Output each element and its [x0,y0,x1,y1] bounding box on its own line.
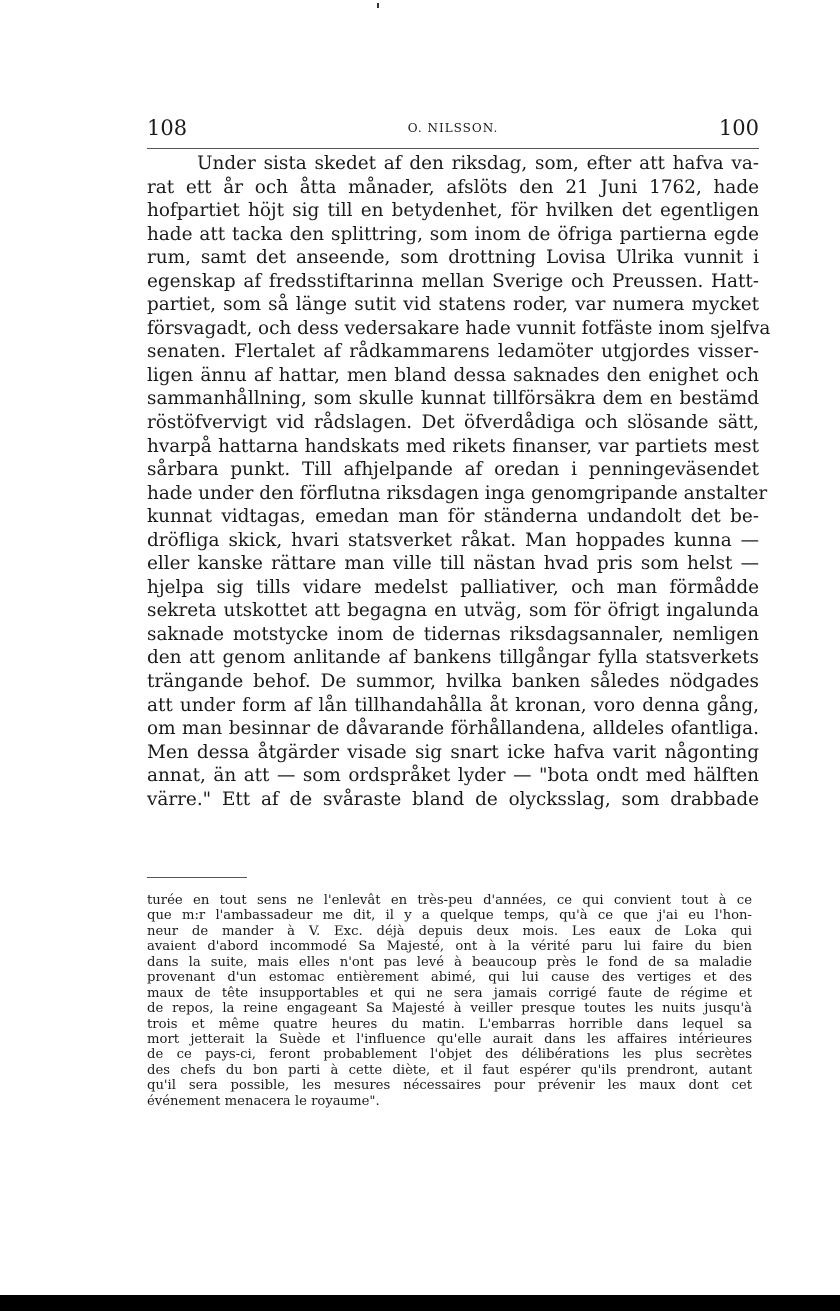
page-number-right: 100 [718,116,759,140]
body-line: sårbara punkt. Till afhjelpande af oredan i penningeväsendet [147,459,759,481]
body-line: hjelpa sig tills vidare medelst palliativer, och man förmådde [147,576,759,598]
footnote-line: neur de mander à V. Exc. déjà depuis deux mois. Les eaux de Loka qui [147,923,752,939]
footnote-line: événement menacera le royaume". [147,1093,380,1109]
body-text [147,152,771,811]
body-line: Men dessa åtgärder visade sig snart icke hafva varit någonting [147,741,759,763]
body-line: annat, än att — som ordspråket lyder — "bota ondt med hälften [147,765,759,787]
footnote-line: qu'il sera possible, les mesures nécessaires pour prévenir les maux dont cet [147,1078,752,1094]
footnote-line: des chefs du bon parti à cette diète, et il faut espérer qu'ils prendront, autant [147,1062,752,1078]
header-rule [147,148,759,149]
body-line: ligen ännu af hattar, men bland dessa saknades den enighet och [147,364,759,386]
footnote-line: provenant d'un estomac entièrement abimé, qui lui cause des vertiges et des [147,970,752,986]
body-line: eller kanske rättare man ville till nästan hvad pris som helst — [147,553,759,575]
body-line: röstöfvervigt vid rådslagen. Det öfverdådiga och slösande sätt, [147,412,759,434]
running-head: O. NILSSON. [407,121,499,135]
body-line: att under form af lån tillhandahålla åt kronan, voro denna gång, [147,694,759,716]
body-line: den att genom anlitande af bankens tillgångar fylla statsverkets [147,647,759,669]
body-line: saknade motstycke inom de tidernas riksdagsannaler, nemligen [147,623,759,645]
body-line: dröfliga skick, hvari statsverket råkat. Man hoppades kunna — [147,529,759,551]
body-line: försvagadt, och dess vedersakare hade vunnit fotfäste inom sjelfva [147,317,771,339]
footnote-line: maux de tête insupportables et qui ne sera jamais corrigé faute de régime et [147,985,752,1001]
body-line: kunnat vidtagas, emedan man för ständerna undandolt det be- [147,506,759,528]
body-line: hade att tacka den splittring, som inom de öfriga partierna egde [147,223,759,245]
body-line: egenskap af fredsstiftarinna mellan Sverige och Preussen. Hatt- [147,270,759,292]
body-line: om man besinnar de dåvarande förhållandena, alldeles ofantliga. [147,718,759,740]
footnote-line: de repos, la reine engageant Sa Majesté à veiller presque toutes les nuits jusqu'à [147,1001,752,1017]
body-line: värre." Ett af de svåraste bland de olycksslag, som drabbade [147,788,759,810]
footnote-line: avaient d'abord incommodé Sa Majesté, ont à la vérité paru lui faire du bien [147,939,752,955]
body-line: hade under den förflutna riksdagen inga genomgripande anstalter [147,482,768,504]
body-line: partiet, som så länge sutit vid statens roder, var numera mycket [147,294,759,316]
body-line: trängande behof. De summor, hvilka banken således nödgades [147,671,759,693]
body-line: rum, samt det anseende, som drottning Lovisa Ulrika vunnit i [147,247,759,269]
page-header [147,116,759,150]
page-number-left: 108 [147,116,188,140]
print-speck [377,3,379,8]
body-line: sammanhållning, som skulle kunnat tillförsäkra dem en bestämd [147,388,759,410]
footnote-line: dans la suite, mais elles n'ont pas levé à beaucoup près le fond de sa maladie [147,954,752,970]
footnote-rule [147,877,247,878]
body-line: Under sista skedet af den riksdag, som, efter att hafva va- [197,153,759,174]
body-line: hofpartiet höjt sig till en betydenhet, för hvilken det egentligen [147,200,759,222]
footnote-line: de ce pays-ci, feront probablement l'objet des délibérations les plus secrètes [147,1047,752,1063]
footnote-line: turée en tout sens ne l'enlevât en très-peu d'années, ce qui convient tout à ce [147,893,752,908]
footnote [147,893,752,1109]
footnote-line: que m:r l'ambassadeur me dit, il y a quelque temps, qu'à ce que j'ai eu l'hon- [147,908,752,924]
scan-bottom-edge [0,1295,840,1311]
footnote-line: trois et même quatre heures du matin. L'embarras horrible dans lequel sa [147,1016,752,1032]
body-line: rat ett år och åtta månader, afslöts den 21 Juni 1762, hade [147,176,759,198]
body-line: hvarpå hattarna handskats med rikets finanser, var partiets mest [147,435,759,457]
body-line: sekreta utskottet att begagna en utväg, som för öfrigt ingalunda [147,600,759,622]
body-line: senaten. Flertalet af rådkammarens ledamöter utgjordes visser- [147,341,759,363]
footnote-line: mort jetterait la Suède et l'influence qu'elle aurait dans les affaires intérieures [147,1031,752,1047]
